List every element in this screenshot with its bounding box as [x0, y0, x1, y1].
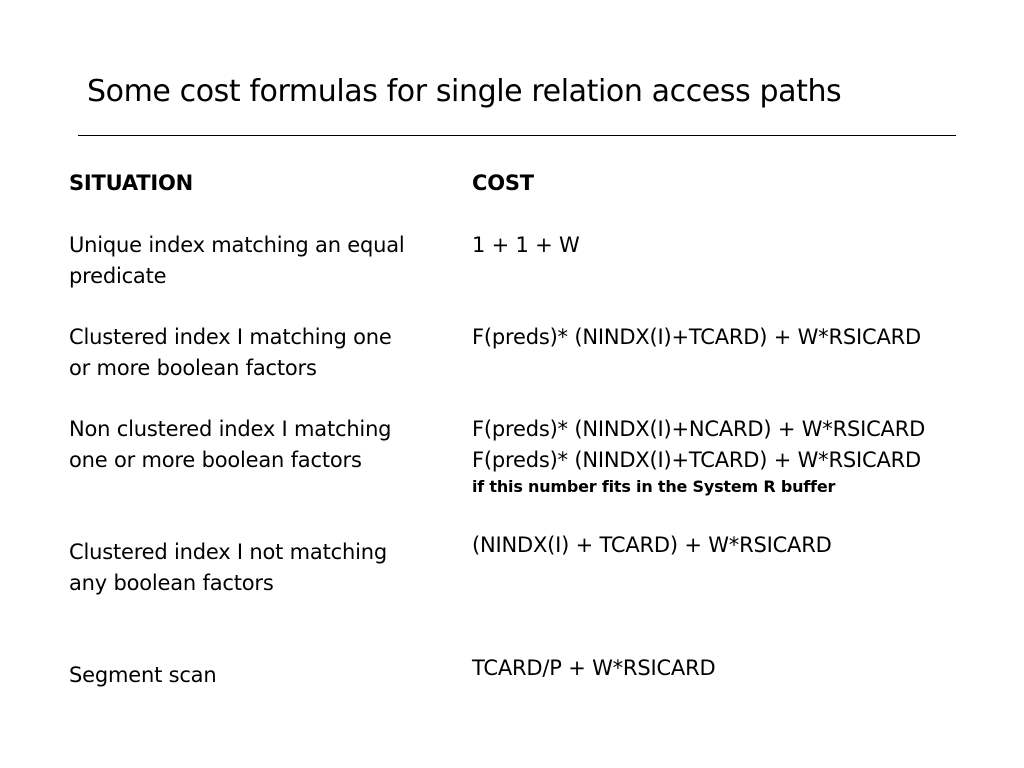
slide-title: Some cost formulas for single relation access paths	[87, 74, 842, 109]
cost-cell-segment-scan: TCARD/P + W*RSICARD	[472, 656, 716, 680]
situation-column-header: SITUATION	[69, 171, 194, 195]
cost-column-header: COST	[472, 171, 534, 195]
cost-cell-clustered-index-not-matching: (NINDX(I) + TCARD) + W*RSICARD	[472, 533, 832, 557]
cost-cell-clustered-index-matching: F(preds)* (NINDX(I)+TCARD) + W*RSICARD	[472, 325, 921, 349]
situation-cell-unique-index: Unique index matching an equal predicate	[69, 233, 405, 288]
buffer-fit-note: if this number fits in the System R buffer	[472, 477, 836, 496]
situation-cell-segment-scan: Segment scan	[69, 663, 217, 687]
situation-cell-clustered-index-matching: Clustered index I matching one or more boolean factors	[69, 325, 392, 380]
cost-cell-unique-index: 1 + 1 + W	[472, 233, 580, 257]
cost-cell-nonclustered-index-matching: F(preds)* (NINDX(I)+NCARD) + W*RSICARD F(preds)* (NINDX(I)+TCARD) + W*RSICARD	[472, 417, 926, 472]
situation-cell-nonclustered-index-matching: Non clustered index I matching one or more boolean factors	[69, 417, 392, 472]
title-divider	[78, 135, 956, 136]
situation-cell-clustered-index-not-matching: Clustered index I not matching any boolean factors	[69, 540, 387, 595]
